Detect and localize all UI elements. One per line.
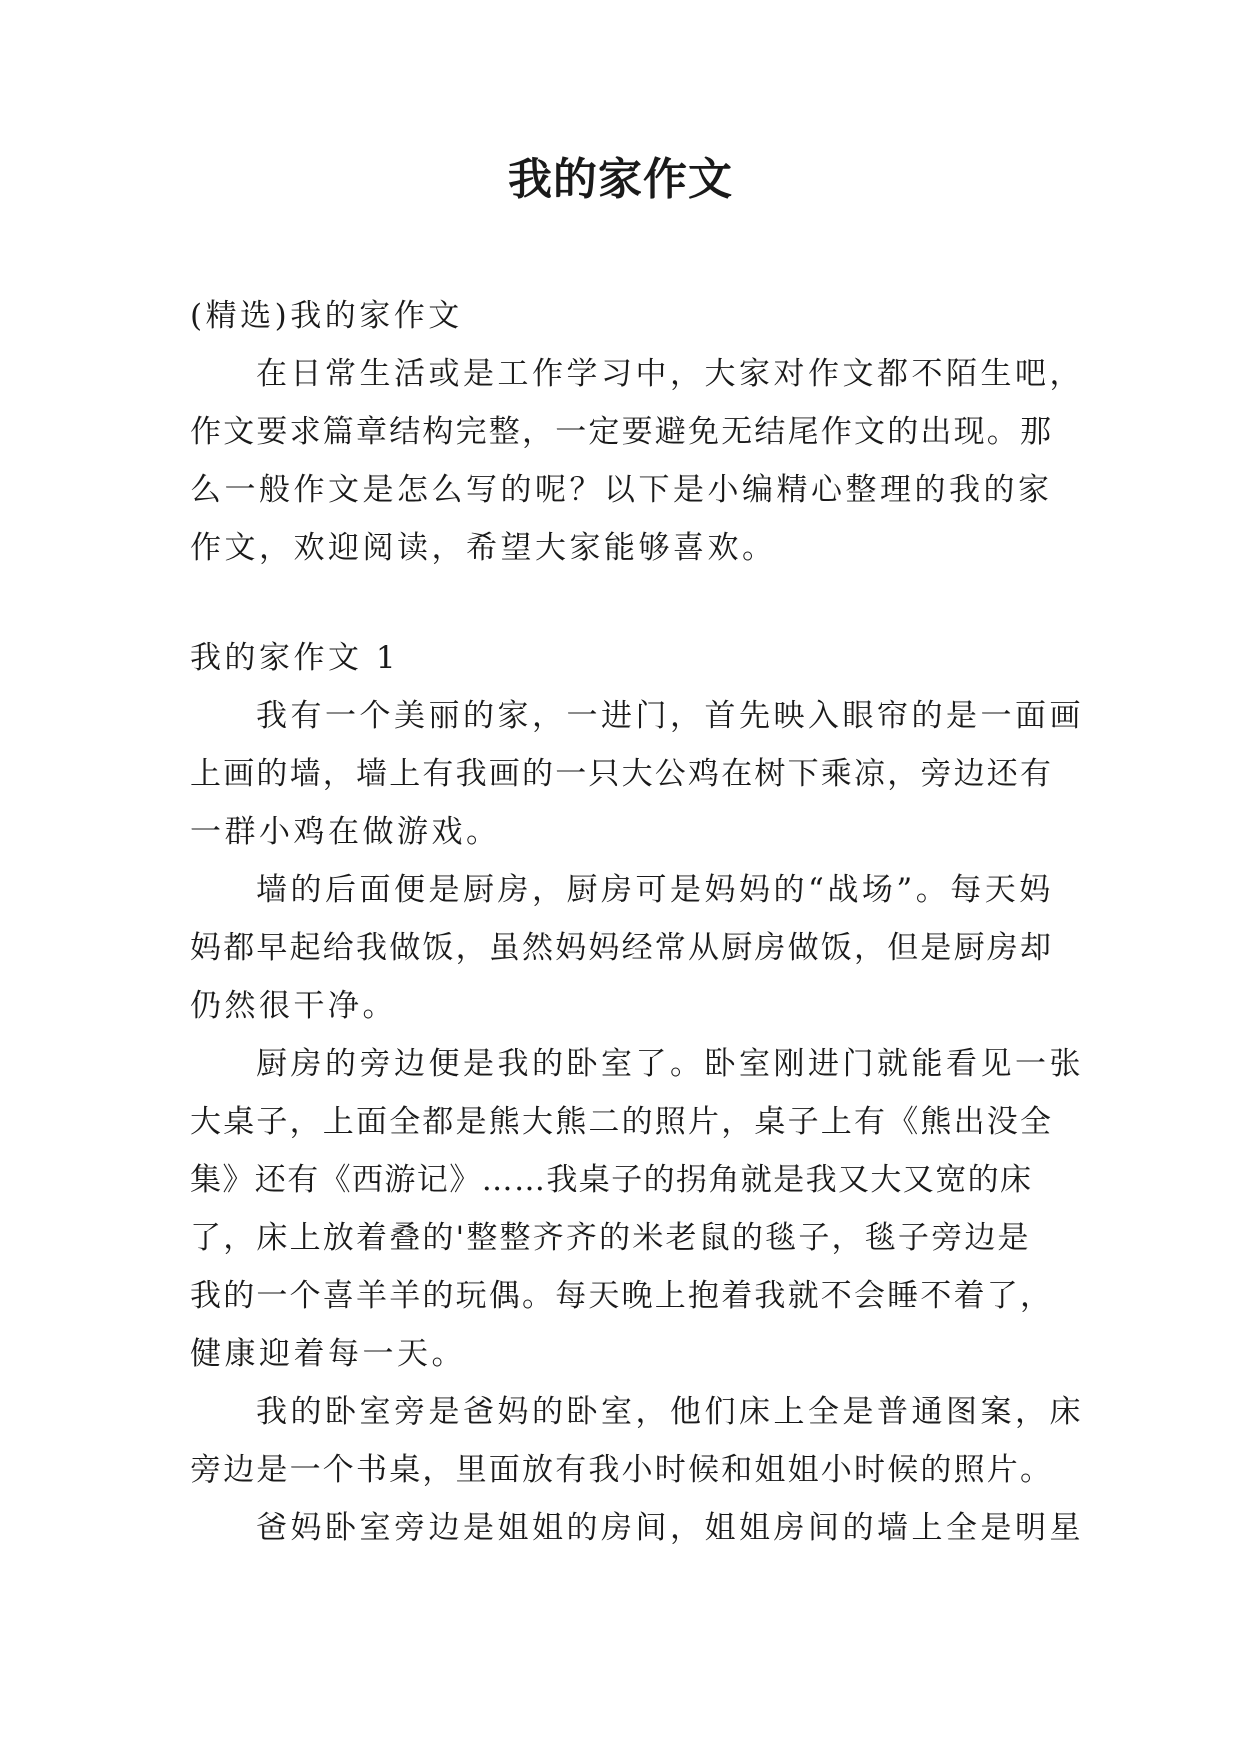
paragraph-line: 上画的墙，墙上有我画的一只大公鸡在树下乘凉，旁边还有 [190, 756, 1054, 792]
paragraph-line: 我有一个美丽的家，一进门，首先映入眼帘的是一面画 [256, 698, 1084, 734]
document-title: 我的家作文 [508, 154, 733, 205]
document-body [190, 287, 1084, 1557]
essay-heading: 我的家作文 1 [190, 640, 400, 676]
intro-heading: (精选)我的家作文 [190, 298, 463, 334]
paragraph-line: 了，床上放着叠的'整整齐齐的米老鼠的毯子，毯子旁边是 [190, 1220, 1031, 1256]
paragraph-line: 健康迎着每一天。 [190, 1336, 466, 1372]
paragraph-line: 我的卧室旁是爸妈的卧室，他们床上全是普通图案，床 [256, 1394, 1084, 1430]
paragraph-line: 我的一个喜羊羊的玩偶。每天晚上抱着我就不会睡不着了， [190, 1278, 1054, 1314]
paragraph-line: 集》还有《西游记》……我桌子的拐角就是我又大又宽的床 [190, 1162, 1033, 1198]
paragraph-line: 厨房的旁边便是我的卧室了。卧室刚进门就能看见一张 [256, 1046, 1084, 1082]
paragraph-line: 妈都早起给我做饭，虽然妈妈经常从厨房做饭，但是厨房却 [190, 930, 1054, 966]
paragraph-line: 大桌子，上面全都是熊大熊二的照片，桌子上有《熊出没全 [190, 1104, 1054, 1140]
intro-line: 作文要求篇章结构完整，一定要避免无结尾作文的出现。那 [190, 414, 1054, 450]
intro-line: 作文，欢迎阅读，希望大家能够喜欢。 [190, 530, 777, 566]
paragraph-line: 爸妈卧室旁边是姐姐的房间，姐姐房间的墙上全是明星 [256, 1510, 1084, 1546]
paragraph-line: 仍然很干净。 [190, 988, 397, 1024]
paragraph-line: 一群小鸡在做游戏。 [190, 814, 501, 850]
intro-line: 么一般作文是怎么写的呢？以下是小编精心整理的我的家 [190, 472, 1053, 508]
intro-line: 在日常生活或是工作学习中，大家对作文都不陌生吧， [256, 356, 1084, 392]
paragraph-line: 墙的后面便是厨房，厨房可是妈妈的“战场”。每天妈 [256, 872, 1054, 908]
paragraph-line: 旁边是一个书桌，里面放有我小时候和姐姐小时候的照片。 [190, 1452, 1054, 1488]
section-gap [190, 577, 1060, 629]
